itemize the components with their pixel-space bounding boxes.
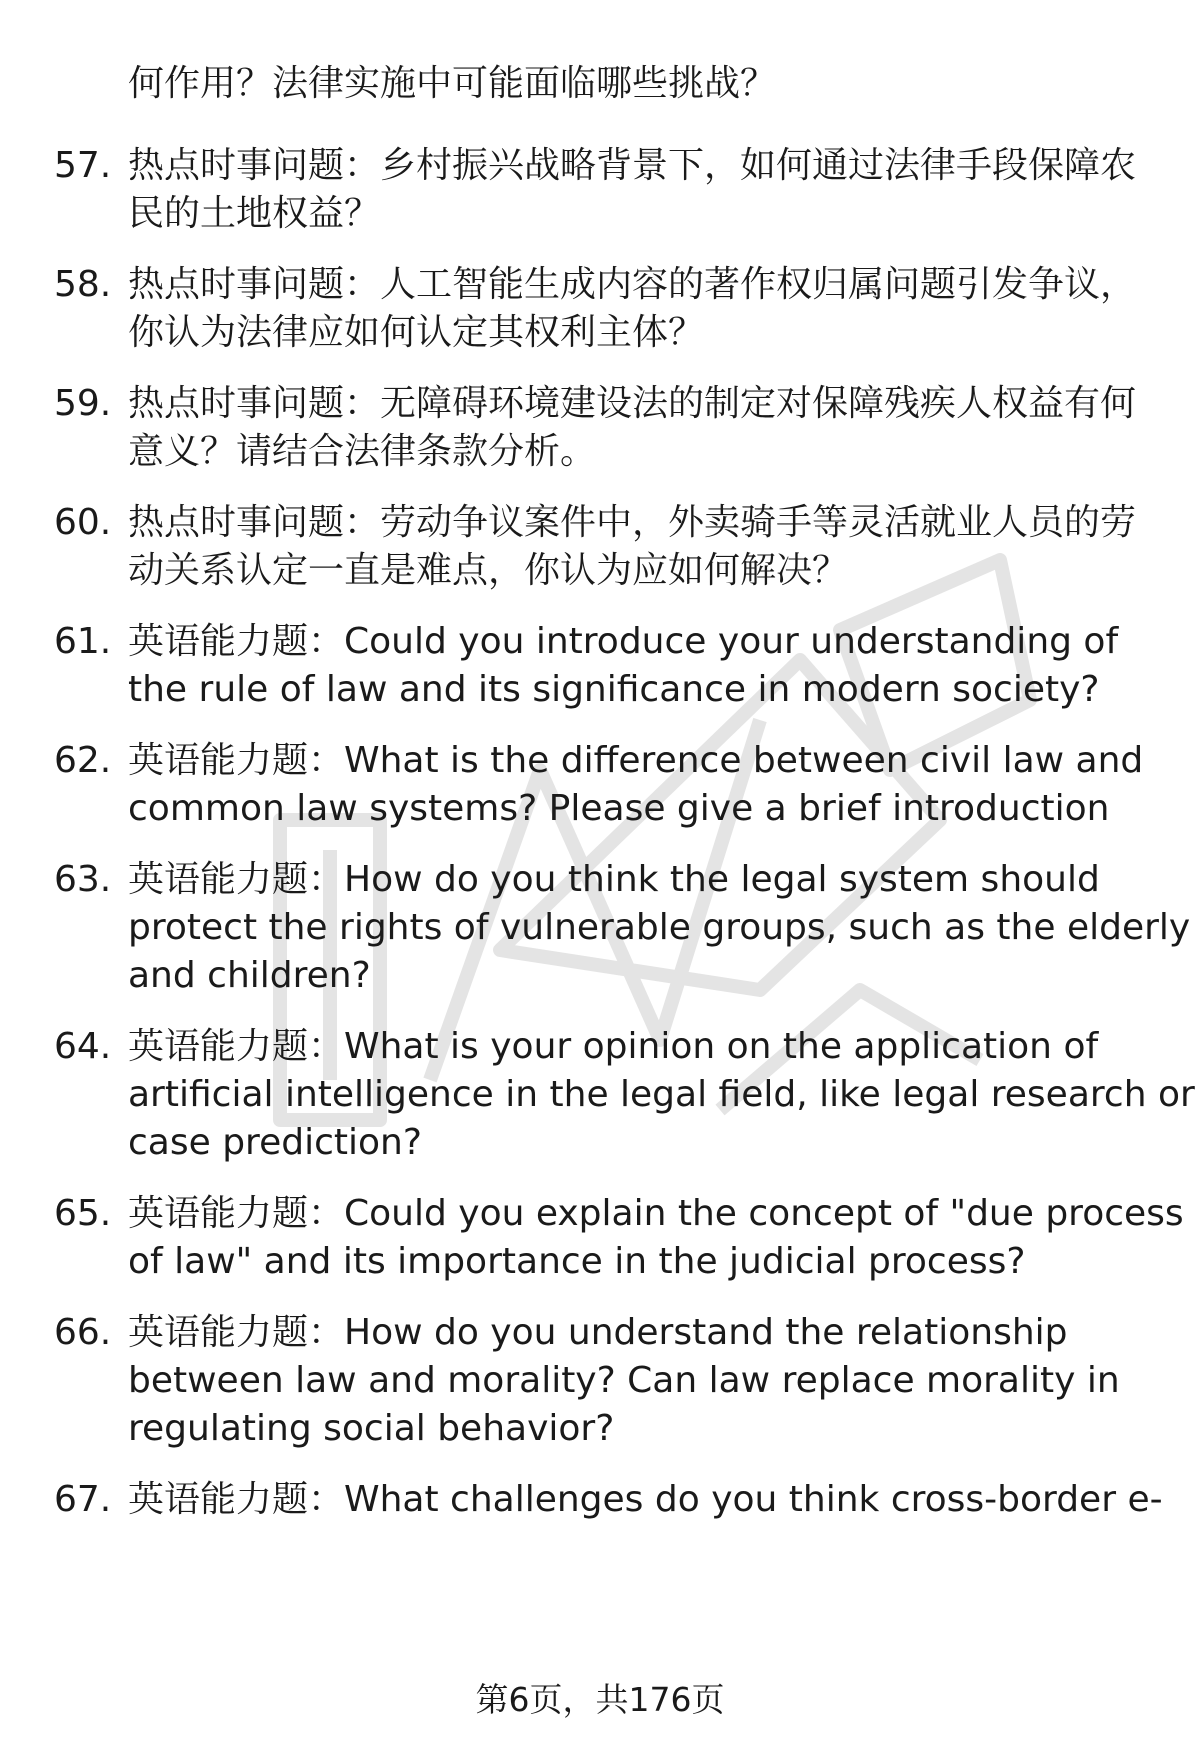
- question-line: 英语能力题：What is your opinion on the application of: [128, 1026, 1099, 1067]
- question-item: [54, 856, 1191, 1000]
- question-item: [54, 1476, 1163, 1524]
- question-item: [54, 499, 1154, 595]
- question-line: 英语能力题：Could you introduce your understanding of: [128, 621, 1119, 662]
- question-number: 64.: [54, 1026, 112, 1067]
- question-text: [128, 499, 1138, 595]
- question-line: case prediction?: [128, 1122, 422, 1163]
- question-line: of law" and its importance in the judicial process?: [128, 1241, 1026, 1282]
- question-line: common law systems? Please give a brief introduction: [128, 788, 1110, 829]
- question-list: [54, 60, 1195, 1524]
- question-line: 热点时事问题：劳动争议案件中，外卖骑手等灵活就业人员的劳: [128, 502, 1137, 543]
- question-text: [128, 142, 1138, 238]
- question-text: [128, 856, 1191, 1000]
- question-number: 65.: [54, 1193, 112, 1234]
- continued-question-text: 何作用？法律实施中可能面临哪些挑战？: [128, 63, 777, 104]
- question-line: between law and morality? Can law replace morality in: [128, 1360, 1120, 1401]
- question-line: 民的土地权益？: [128, 193, 381, 234]
- question-item: [54, 1190, 1184, 1286]
- question-text: [128, 1023, 1195, 1167]
- question-line: 你认为法律应如何认定其权利主体？: [128, 312, 705, 353]
- question-number: 58.: [54, 264, 112, 305]
- question-item: [54, 737, 1154, 833]
- question-line: protect the rights of vulnerable groups, such as the elderly: [128, 907, 1191, 948]
- page-indicator: 第6页，共176页: [475, 1680, 725, 1719]
- question-line: 英语能力题：How do you understand the relationship: [128, 1312, 1068, 1353]
- question-number: 62.: [54, 740, 112, 781]
- question-number: 60.: [54, 502, 112, 543]
- question-number: 66.: [54, 1312, 112, 1353]
- question-line: and children?: [128, 955, 371, 996]
- question-text: [128, 618, 1138, 714]
- question-number: 59.: [54, 383, 112, 424]
- question-line: 热点时事问题：乡村振兴战略背景下，如何通过法律手段保障农: [128, 145, 1137, 186]
- question-text: [128, 261, 1138, 357]
- question-line: 英语能力题：Could you explain the concept of "due process: [128, 1193, 1184, 1234]
- question-line: 英语能力题：What challenges do you think cross-border e-: [128, 1479, 1163, 1520]
- question-item: [54, 261, 1154, 357]
- question-line: 热点时事问题：无障碍环境建设法的制定对保障残疾人权益有何: [128, 383, 1137, 424]
- question-text: [128, 380, 1138, 476]
- question-item: [54, 618, 1154, 714]
- question-line: regulating social behavior?: [128, 1408, 615, 1449]
- question-text: [128, 1190, 1184, 1286]
- question-text: [128, 1476, 1163, 1524]
- question-line: 英语能力题：What is the difference between civil law and: [128, 740, 1144, 781]
- question-text: [128, 737, 1144, 833]
- question-item: [54, 142, 1154, 238]
- question-text: [128, 1309, 1138, 1453]
- question-item: [54, 1309, 1154, 1453]
- question-line: 热点时事问题：人工智能生成内容的著作权归属问题引发争议，: [128, 264, 1137, 305]
- question-number: 57.: [54, 145, 112, 186]
- question-line: 意义？请结合法律条款分析。: [128, 431, 597, 472]
- question-item: [54, 1023, 1195, 1167]
- question-line: artificial intelligence in the legal field, like legal research or: [128, 1074, 1195, 1115]
- question-line: the rule of law and its significance in modern society?: [128, 669, 1100, 710]
- question-number: 63.: [54, 859, 112, 900]
- question-number: 67.: [54, 1479, 112, 1520]
- question-line: 动关系认定一直是难点，你认为应如何解决？: [128, 550, 849, 591]
- question-line: 英语能力题：How do you think the legal system should: [128, 859, 1100, 900]
- question-item: [54, 380, 1154, 476]
- question-number: 61.: [54, 621, 112, 662]
